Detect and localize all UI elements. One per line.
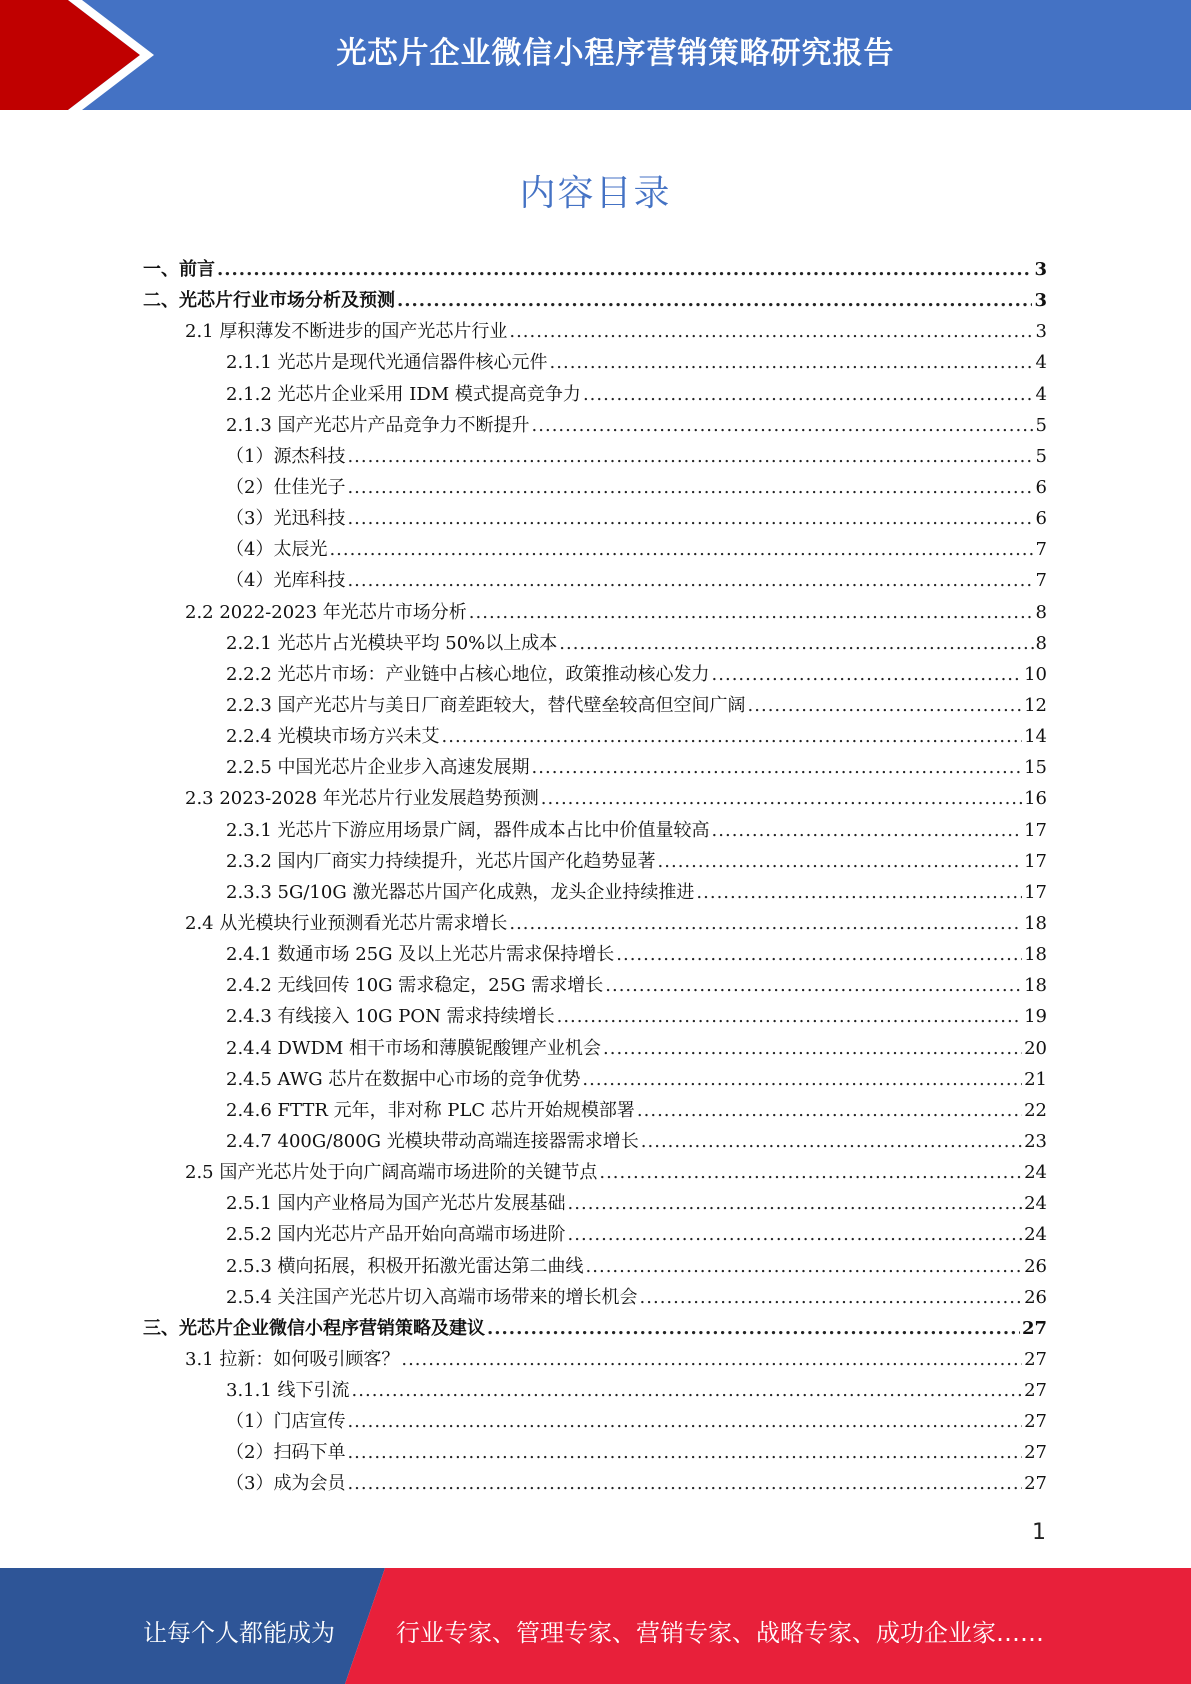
page-footer: [0, 1568, 1191, 1684]
toc-dot-leader: [550, 347, 1034, 378]
toc-entry[interactable]: [143, 690, 1047, 721]
toc-entry-page: 17: [1024, 819, 1047, 841]
toc-entry-page: 27: [1024, 1348, 1047, 1370]
toc-entry-page: 7: [1035, 570, 1047, 592]
toc-entry-title: 2.1.3 国产光芯片产品竞争力不断提升: [226, 414, 530, 436]
toc-dot-leader: [696, 877, 1022, 908]
toc-dot-leader: [568, 1219, 1023, 1250]
toc-entry-title: 一、前言: [143, 259, 215, 280]
toc-entry[interactable]: [143, 534, 1047, 565]
toc-entry[interactable]: [143, 908, 1047, 939]
toc-entry-title: 2.2.1 光芯片占光模块平均 50%以上成本: [226, 632, 558, 654]
toc-entry-page: 24: [1024, 1224, 1047, 1246]
toc-entry-title: 2.2.4 光模块市场方兴未艾: [226, 726, 440, 748]
toc-entry-page: 24: [1024, 1193, 1047, 1215]
toc-entry-page: 27: [1024, 1442, 1047, 1464]
toc-dot-leader: [532, 410, 1034, 441]
toc-entry-title: 2.2.3 国产光芯片与美日厂商差距较大，替代壁垒较高但空间广阔: [226, 694, 746, 716]
toc-dot-leader: [712, 815, 1023, 846]
toc-dot-leader: [748, 690, 1023, 721]
toc-entry-page: 14: [1024, 726, 1047, 748]
toc-entry-page: 4: [1035, 352, 1047, 374]
toc-entry-title: 3.1 拉新：如何吸引顾客？: [185, 1348, 400, 1370]
toc-entry[interactable]: [143, 1375, 1047, 1406]
toc-dot-leader: [347, 503, 1033, 534]
toc-entry-title: （3）成为会员: [226, 1473, 346, 1495]
toc-entry-page: 21: [1024, 1068, 1047, 1090]
toc-dot-leader: [603, 1033, 1022, 1064]
toc-dot-leader: [559, 628, 1033, 659]
toc-dot-leader: [616, 939, 1022, 970]
toc-entry-title: （1）源杰科技: [226, 445, 346, 467]
toc-dot-leader: [641, 1126, 1022, 1157]
toc-entry-title: 3.1.1 线下引流: [226, 1380, 350, 1402]
toc-dot-leader: [557, 1001, 1023, 1032]
toc-entry-title: 2.5 国产光芯片处于向广阔高端市场进阶的关键节点: [185, 1162, 598, 1184]
toc-entry-page: 4: [1035, 383, 1047, 405]
toc-entry-page: 15: [1024, 757, 1047, 779]
toc-entry[interactable]: [143, 316, 1047, 347]
toc-entry-title: 2.4.4 DWDM 相干市场和薄膜铌酸锂产业机会: [226, 1037, 602, 1059]
toc-entry-page: 5: [1035, 445, 1047, 467]
toc-dot-leader: [509, 908, 1022, 939]
toc-entry-page: 17: [1024, 881, 1047, 903]
toc-dot-leader: [469, 597, 1034, 628]
toc-entry-title: 三、光芯片企业微信小程序营销策略及建议: [143, 1317, 485, 1339]
header-title: 光芯片企业微信小程序营销策略研究报告: [336, 36, 895, 71]
toc-entry-page: 3: [1034, 259, 1047, 280]
toc-entry-page: 5: [1035, 414, 1047, 436]
page-number: 1: [1032, 1520, 1046, 1545]
toc-entry-page: 20: [1024, 1037, 1047, 1059]
toc-entry-title: 2.3.2 国内厂商实力持续提升，光芯片国产化趋势显著: [226, 850, 656, 872]
toc-entry-title: 2.1 厚积薄发不断进步的国产光芯片行业: [185, 321, 508, 343]
toc-entry-title: 2.5.2 国内光芯片产品开始向高端市场进阶: [226, 1224, 566, 1246]
toc-entry[interactable]: [143, 628, 1047, 659]
toc-entry[interactable]: [143, 1064, 1047, 1095]
toc-entry-page: 18: [1024, 975, 1047, 997]
toc-entry-page: 26: [1024, 1255, 1047, 1277]
toc-entry[interactable]: [143, 1095, 1047, 1126]
toc-entry-page: 24: [1024, 1162, 1047, 1184]
toc-entry[interactable]: [143, 1344, 1047, 1375]
toc-entry[interactable]: [143, 441, 1047, 472]
toc-entry[interactable]: [143, 503, 1047, 534]
toc-entry-page: 19: [1024, 1006, 1047, 1028]
toc-entry-title: 2.4.3 有线接入 10G PON 需求持续增长: [226, 1006, 555, 1028]
footer-slogan-right: 行业专家、管理专家、营销专家、战略专家、成功企业家……: [396, 1619, 1044, 1647]
toc-entry[interactable]: [143, 347, 1047, 378]
toc-dot-leader: [586, 1251, 1023, 1282]
toc-entry-title: 2.5.1 国内产业格局为国产光芯片发展基础: [226, 1193, 566, 1215]
toc-entry-title: （4）光库科技: [226, 570, 346, 592]
toc-dot-leader: [532, 752, 1023, 783]
toc-entry-title: 2.5.4 关注国产光芯片切入高端市场带来的增长机会: [226, 1286, 638, 1308]
toc-entry-title: 2.3.3 5G/10G 激光器芯片国产化成熟，龙头企业持续推进: [226, 881, 695, 903]
toc-entry-title: 2.4.1 数通市场 25G 及以上光芯片需求保持增长: [226, 944, 615, 966]
toc-entry[interactable]: [143, 752, 1047, 783]
toc-entry-page: 6: [1035, 476, 1047, 498]
toc-entry-page: 8: [1035, 601, 1047, 623]
toc-entry-title: 2.1.1 光芯片是现代光通信器件核心元件: [226, 352, 548, 374]
toc-entry-title: 2.2 2022-2023 年光芯片市场分析: [185, 601, 467, 623]
toc-entry[interactable]: [143, 659, 1047, 690]
toc-entry-title: 2.4 从光模块行业预测看光芯片需求增长: [185, 912, 508, 934]
footer-slogan-left: 让每个人都能成为: [143, 1619, 335, 1647]
toc-dot-leader: [605, 970, 1022, 1001]
toc-dot-leader: [487, 1313, 1020, 1344]
toc-entry-page: 3: [1035, 321, 1047, 343]
toc-entry-page: 3: [1034, 290, 1047, 312]
toc-entry[interactable]: [143, 565, 1047, 596]
toc-dot-leader: [658, 846, 1023, 877]
toc-entry-title: （2）扫码下单: [226, 1442, 346, 1464]
toc-dot-leader: [712, 659, 1023, 690]
toc-entry-page: 18: [1024, 912, 1047, 934]
toc-dot-leader: [568, 1188, 1023, 1219]
toc-entry-title: 2.4.2 无线回传 10G 需求稳定，25G 需求增长: [226, 975, 604, 997]
toc-entry-page: 17: [1024, 850, 1047, 872]
toc-entry-title: （4）太辰光: [226, 539, 328, 561]
toc-entry-page: 27: [1024, 1380, 1047, 1402]
toc-entry[interactable]: [143, 1468, 1047, 1499]
toc-entry[interactable]: [143, 379, 1047, 410]
toc-entry[interactable]: [143, 970, 1047, 1001]
toc-entry-page: 22: [1024, 1099, 1047, 1121]
toc-entry[interactable]: [143, 1219, 1047, 1250]
toc-dot-leader: [329, 534, 1033, 565]
toc-entry[interactable]: [143, 1001, 1047, 1032]
toc-entry-title: （2）仕佳光子: [226, 476, 346, 498]
toc-entry-title: 2.3 2023-2028 年光芯片行业发展趋势预测: [185, 788, 539, 810]
toc-dot-leader: [347, 1437, 1022, 1468]
toc-entry[interactable]: [143, 285, 1047, 316]
toc-entry-page: 27: [1024, 1473, 1047, 1495]
toc-dot-leader: [541, 783, 1022, 814]
toc-dot-leader: [637, 1095, 1022, 1126]
toc-dot-leader: [640, 1282, 1023, 1313]
toc-entry-page: 27: [1024, 1411, 1047, 1433]
toc-entry[interactable]: [143, 1157, 1047, 1188]
toc-dot-leader: [582, 1064, 1022, 1095]
toc-dot-leader: [401, 1344, 1022, 1375]
toc-entry-title: 2.4.6 FTTR 元年，非对称 PLC 芯片开始规模部署: [226, 1099, 635, 1121]
toc-entry[interactable]: [143, 1033, 1047, 1064]
toc-entry-title: 2.4.7 400G/800G 光模块带动高端连接器需求增长: [226, 1130, 639, 1152]
toc-entry[interactable]: [143, 1282, 1047, 1313]
table-of-contents: [143, 254, 1047, 1500]
toc-title: 内容目录: [519, 173, 672, 214]
toc-entry[interactable]: [143, 877, 1047, 908]
toc-entry[interactable]: [143, 1126, 1047, 1157]
toc-dot-leader: [352, 1375, 1023, 1406]
toc-entry-page: 26: [1024, 1286, 1047, 1308]
toc-entry[interactable]: [143, 783, 1047, 814]
toc-dot-leader: [509, 316, 1033, 347]
toc-dot-leader: [599, 1157, 1022, 1188]
toc-entry-title: 2.4.5 AWG 芯片在数据中心市场的竞争优势: [226, 1068, 581, 1090]
toc-dot-leader: [397, 285, 1032, 316]
toc-dot-leader: [442, 721, 1023, 752]
toc-entry[interactable]: [143, 721, 1047, 752]
page-header: [0, 0, 1191, 110]
toc-entry-page: 27: [1021, 1317, 1047, 1339]
toc-dot-leader: [217, 254, 1032, 285]
toc-entry-title: 2.2.5 中国光芯片企业步入高速发展期: [226, 757, 530, 779]
toc-entry-title: （3）光迅科技: [226, 508, 346, 530]
toc-entry[interactable]: [143, 410, 1047, 441]
toc-entry[interactable]: [143, 939, 1047, 970]
toc-dot-leader: [347, 565, 1033, 596]
toc-entry[interactable]: [143, 597, 1047, 628]
toc-entry[interactable]: [143, 1437, 1047, 1468]
toc-entry[interactable]: [143, 472, 1047, 503]
toc-dot-leader: [347, 441, 1033, 472]
toc-entry[interactable]: [143, 1188, 1047, 1219]
toc-entry-title: 2.3.1 光芯片下游应用场景广阔，器件成本占比中价值量较高: [226, 819, 710, 841]
toc-entry[interactable]: [143, 815, 1047, 846]
toc-entry-title: （1）门店宣传: [226, 1411, 346, 1433]
toc-entry[interactable]: [143, 1251, 1047, 1282]
toc-entry-page: 16: [1024, 788, 1047, 810]
toc-dot-leader: [583, 379, 1034, 410]
toc-dot-leader: [347, 472, 1033, 503]
toc-entry-page: 23: [1024, 1130, 1047, 1152]
toc-entry-page: 7: [1035, 539, 1047, 561]
toc-dot-leader: [347, 1406, 1022, 1437]
toc-entry-page: 8: [1035, 632, 1047, 654]
toc-entry-title: 2.1.2 光芯片企业采用 IDM 模式提高竞争力: [226, 383, 581, 405]
toc-entry-page: 12: [1024, 694, 1047, 716]
toc-entry[interactable]: [143, 1406, 1047, 1437]
toc-entry[interactable]: [143, 254, 1047, 285]
toc-entry-title: 2.5.3 横向拓展，积极开拓激光雷达第二曲线: [226, 1255, 584, 1277]
toc-entry-page: 6: [1035, 508, 1047, 530]
toc-dot-leader: [347, 1468, 1022, 1499]
toc-entry[interactable]: [143, 1313, 1047, 1344]
toc-entry-page: 10: [1024, 663, 1047, 685]
toc-entry-title: 二、光芯片行业市场分析及预测: [143, 290, 395, 312]
toc-entry-page: 18: [1024, 944, 1047, 966]
toc-entry[interactable]: [143, 846, 1047, 877]
toc-entry-title: 2.2.2 光芯片市场：产业链中占核心地位，政策推动核心发力: [226, 663, 710, 685]
